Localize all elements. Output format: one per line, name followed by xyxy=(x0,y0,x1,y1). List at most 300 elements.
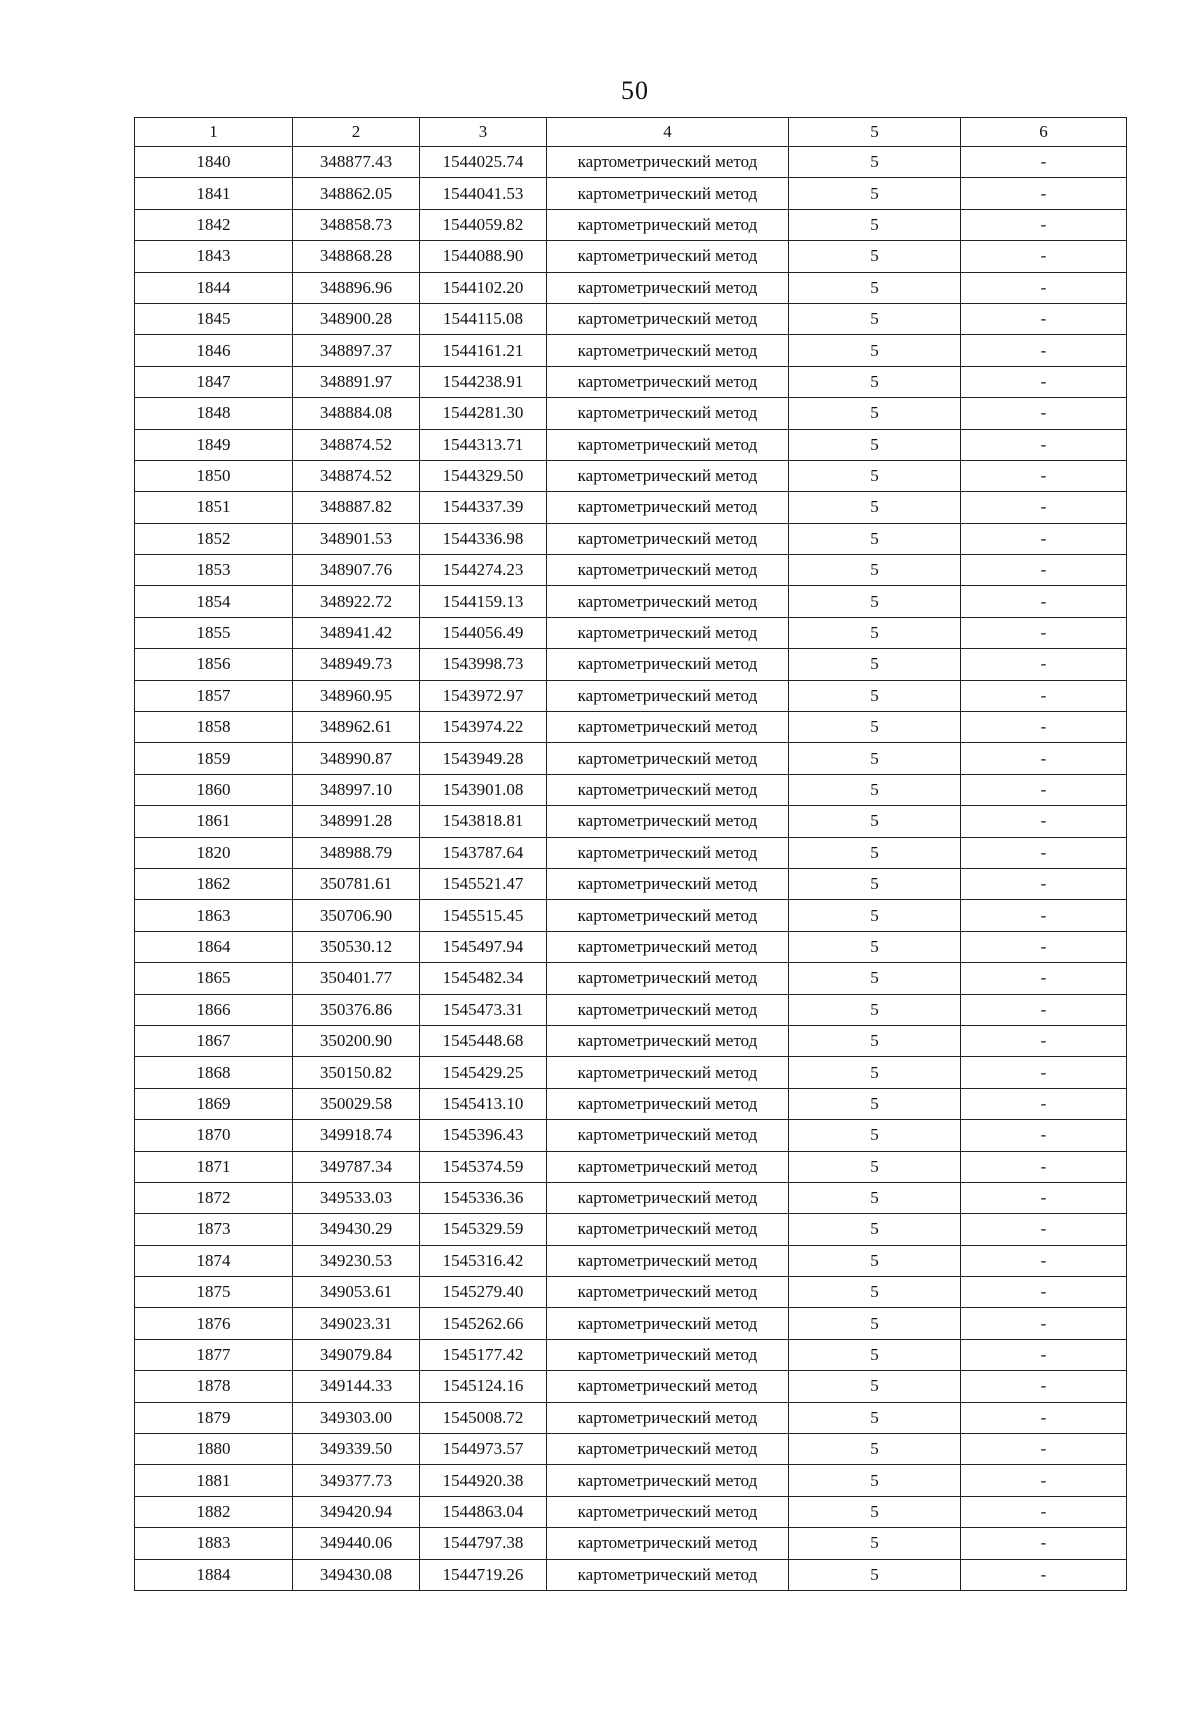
table-row xyxy=(135,617,1127,648)
cell-x-coordinate: 350706.90 xyxy=(293,900,420,931)
cell-x-coordinate: 348877.43 xyxy=(293,147,420,178)
cell-method: картометрический метод xyxy=(547,1339,789,1370)
cell-point-number: 1880 xyxy=(135,1434,293,1465)
cell-note: - xyxy=(961,1182,1127,1213)
cell-method: картометрический метод xyxy=(547,1434,789,1465)
cell-point-number: 1873 xyxy=(135,1214,293,1245)
cell-x-coordinate: 348896.96 xyxy=(293,272,420,303)
cell-accuracy: 5 xyxy=(789,492,961,523)
cell-x-coordinate: 349053.61 xyxy=(293,1277,420,1308)
cell-accuracy: 5 xyxy=(789,555,961,586)
cell-note: - xyxy=(961,806,1127,837)
cell-method: картометрический метод xyxy=(547,868,789,899)
cell-note: - xyxy=(961,649,1127,680)
cell-x-coordinate: 348897.37 xyxy=(293,335,420,366)
cell-x-coordinate: 349430.08 xyxy=(293,1559,420,1590)
cell-method: картометрический метод xyxy=(547,1277,789,1308)
cell-accuracy: 5 xyxy=(789,1465,961,1496)
cell-method: картометрический метод xyxy=(547,460,789,491)
cell-note: - xyxy=(961,1214,1127,1245)
cell-point-number: 1861 xyxy=(135,806,293,837)
table-row xyxy=(135,303,1127,334)
cell-accuracy: 5 xyxy=(789,1402,961,1433)
cell-method: картометрический метод xyxy=(547,1182,789,1213)
cell-y-coordinate: 1544719.26 xyxy=(420,1559,547,1590)
table-row xyxy=(135,649,1127,680)
cell-x-coordinate: 350200.90 xyxy=(293,1025,420,1056)
cell-point-number: 1867 xyxy=(135,1025,293,1056)
cell-method: картометрический метод xyxy=(547,335,789,366)
cell-method: картометрический метод xyxy=(547,1496,789,1527)
cell-point-number: 1882 xyxy=(135,1496,293,1527)
table-row xyxy=(135,1308,1127,1339)
cell-note: - xyxy=(961,1277,1127,1308)
cell-x-coordinate: 349440.06 xyxy=(293,1528,420,1559)
cell-note: - xyxy=(961,680,1127,711)
cell-accuracy: 5 xyxy=(789,806,961,837)
cell-accuracy: 5 xyxy=(789,1182,961,1213)
cell-y-coordinate: 1545497.94 xyxy=(420,931,547,962)
coordinates-table xyxy=(134,117,1127,1591)
cell-x-coordinate: 350401.77 xyxy=(293,963,420,994)
cell-point-number: 1850 xyxy=(135,460,293,491)
cell-note: - xyxy=(961,241,1127,272)
cell-point-number: 1844 xyxy=(135,272,293,303)
cell-note: - xyxy=(961,774,1127,805)
table-row xyxy=(135,1088,1127,1119)
cell-accuracy: 5 xyxy=(789,1088,961,1119)
column-header-2: 2 xyxy=(293,118,420,147)
cell-point-number: 1868 xyxy=(135,1057,293,1088)
cell-x-coordinate: 349303.00 xyxy=(293,1402,420,1433)
table-row xyxy=(135,1339,1127,1370)
page-number: 50 xyxy=(621,76,649,105)
cell-y-coordinate: 1544973.57 xyxy=(420,1434,547,1465)
cell-point-number: 1875 xyxy=(135,1277,293,1308)
cell-note: - xyxy=(961,837,1127,868)
cell-point-number: 1852 xyxy=(135,523,293,554)
cell-x-coordinate: 348907.76 xyxy=(293,555,420,586)
cell-y-coordinate: 1544088.90 xyxy=(420,241,547,272)
table-row xyxy=(135,1434,1127,1465)
cell-accuracy: 5 xyxy=(789,1245,961,1276)
cell-point-number: 1851 xyxy=(135,492,293,523)
cell-point-number: 1847 xyxy=(135,366,293,397)
cell-accuracy: 5 xyxy=(789,1214,961,1245)
cell-note: - xyxy=(961,147,1127,178)
cell-point-number: 1869 xyxy=(135,1088,293,1119)
cell-point-number: 1871 xyxy=(135,1151,293,1182)
cell-accuracy: 5 xyxy=(789,1559,961,1590)
cell-x-coordinate: 348997.10 xyxy=(293,774,420,805)
cell-point-number: 1884 xyxy=(135,1559,293,1590)
cell-x-coordinate: 349230.53 xyxy=(293,1245,420,1276)
cell-accuracy: 5 xyxy=(789,272,961,303)
cell-note: - xyxy=(961,743,1127,774)
cell-y-coordinate: 1545521.47 xyxy=(420,868,547,899)
cell-note: - xyxy=(961,272,1127,303)
cell-accuracy: 5 xyxy=(789,617,961,648)
cell-accuracy: 5 xyxy=(789,366,961,397)
cell-y-coordinate: 1544920.38 xyxy=(420,1465,547,1496)
cell-point-number: 1857 xyxy=(135,680,293,711)
table-row xyxy=(135,523,1127,554)
cell-x-coordinate: 348868.28 xyxy=(293,241,420,272)
cell-accuracy: 5 xyxy=(789,586,961,617)
cell-point-number: 1849 xyxy=(135,429,293,460)
cell-point-number: 1862 xyxy=(135,868,293,899)
cell-note: - xyxy=(961,523,1127,554)
cell-point-number: 1845 xyxy=(135,303,293,334)
cell-accuracy: 5 xyxy=(789,1339,961,1370)
cell-point-number: 1876 xyxy=(135,1308,293,1339)
cell-x-coordinate: 349377.73 xyxy=(293,1465,420,1496)
cell-x-coordinate: 348988.79 xyxy=(293,837,420,868)
cell-y-coordinate: 1544025.74 xyxy=(420,147,547,178)
cell-accuracy: 5 xyxy=(789,241,961,272)
cell-x-coordinate: 349023.31 xyxy=(293,1308,420,1339)
cell-method: картометрический метод xyxy=(547,555,789,586)
table-row xyxy=(135,712,1127,743)
cell-accuracy: 5 xyxy=(789,460,961,491)
cell-point-number: 1864 xyxy=(135,931,293,962)
cell-x-coordinate: 348862.05 xyxy=(293,178,420,209)
cell-point-number: 1858 xyxy=(135,712,293,743)
cell-note: - xyxy=(961,586,1127,617)
cell-point-number: 1841 xyxy=(135,178,293,209)
cell-method: картометрический метод xyxy=(547,649,789,680)
table-row xyxy=(135,1057,1127,1088)
cell-accuracy: 5 xyxy=(789,712,961,743)
cell-point-number: 1874 xyxy=(135,1245,293,1276)
cell-y-coordinate: 1544337.39 xyxy=(420,492,547,523)
cell-y-coordinate: 1544159.13 xyxy=(420,586,547,617)
cell-point-number: 1848 xyxy=(135,398,293,429)
cell-y-coordinate: 1543972.97 xyxy=(420,680,547,711)
cell-method: картометрический метод xyxy=(547,1371,789,1402)
cell-point-number: 1866 xyxy=(135,994,293,1025)
cell-note: - xyxy=(961,1434,1127,1465)
cell-x-coordinate: 349420.94 xyxy=(293,1496,420,1527)
cell-y-coordinate: 1545482.34 xyxy=(420,963,547,994)
cell-point-number: 1883 xyxy=(135,1528,293,1559)
cell-point-number: 1820 xyxy=(135,837,293,868)
cell-note: - xyxy=(961,366,1127,397)
cell-y-coordinate: 1544056.49 xyxy=(420,617,547,648)
table-row xyxy=(135,1120,1127,1151)
cell-x-coordinate: 348887.82 xyxy=(293,492,420,523)
cell-method: картометрический метод xyxy=(547,1308,789,1339)
cell-point-number: 1856 xyxy=(135,649,293,680)
cell-accuracy: 5 xyxy=(789,837,961,868)
cell-y-coordinate: 1544161.21 xyxy=(420,335,547,366)
table-row xyxy=(135,178,1127,209)
cell-y-coordinate: 1545429.25 xyxy=(420,1057,547,1088)
cell-method: картометрический метод xyxy=(547,492,789,523)
cell-accuracy: 5 xyxy=(789,743,961,774)
table-row xyxy=(135,1402,1127,1433)
cell-y-coordinate: 1544238.91 xyxy=(420,366,547,397)
cell-y-coordinate: 1544274.23 xyxy=(420,555,547,586)
cell-method: картометрический метод xyxy=(547,900,789,931)
cell-accuracy: 5 xyxy=(789,774,961,805)
cell-y-coordinate: 1543998.73 xyxy=(420,649,547,680)
cell-note: - xyxy=(961,963,1127,994)
cell-note: - xyxy=(961,1371,1127,1402)
table-row xyxy=(135,272,1127,303)
table-row xyxy=(135,398,1127,429)
cell-note: - xyxy=(961,429,1127,460)
cell-accuracy: 5 xyxy=(789,1151,961,1182)
table-row xyxy=(135,1245,1127,1276)
cell-y-coordinate: 1545396.43 xyxy=(420,1120,547,1151)
cell-x-coordinate: 350150.82 xyxy=(293,1057,420,1088)
cell-y-coordinate: 1545329.59 xyxy=(420,1214,547,1245)
cell-x-coordinate: 349787.34 xyxy=(293,1151,420,1182)
table-row xyxy=(135,147,1127,178)
cell-accuracy: 5 xyxy=(789,1528,961,1559)
cell-x-coordinate: 348891.97 xyxy=(293,366,420,397)
cell-accuracy: 5 xyxy=(789,429,961,460)
cell-note: - xyxy=(961,1151,1127,1182)
cell-note: - xyxy=(961,1245,1127,1276)
table-row xyxy=(135,492,1127,523)
cell-x-coordinate: 350029.58 xyxy=(293,1088,420,1119)
table-row xyxy=(135,1277,1127,1308)
cell-y-coordinate: 1545177.42 xyxy=(420,1339,547,1370)
cell-accuracy: 5 xyxy=(789,1371,961,1402)
table-row xyxy=(135,209,1127,240)
cell-note: - xyxy=(961,460,1127,491)
cell-y-coordinate: 1545374.59 xyxy=(420,1151,547,1182)
cell-y-coordinate: 1545515.45 xyxy=(420,900,547,931)
cell-note: - xyxy=(961,900,1127,931)
cell-method: картометрический метод xyxy=(547,774,789,805)
cell-y-coordinate: 1544059.82 xyxy=(420,209,547,240)
table-row xyxy=(135,837,1127,868)
cell-y-coordinate: 1545448.68 xyxy=(420,1025,547,1056)
cell-accuracy: 5 xyxy=(789,209,961,240)
cell-point-number: 1879 xyxy=(135,1402,293,1433)
cell-accuracy: 5 xyxy=(789,398,961,429)
cell-note: - xyxy=(961,1088,1127,1119)
cell-accuracy: 5 xyxy=(789,963,961,994)
cell-note: - xyxy=(961,868,1127,899)
cell-method: картометрический метод xyxy=(547,1465,789,1496)
cell-note: - xyxy=(961,1496,1127,1527)
cell-method: картометрический метод xyxy=(547,1245,789,1276)
cell-accuracy: 5 xyxy=(789,303,961,334)
cell-x-coordinate: 348901.53 xyxy=(293,523,420,554)
cell-method: картометрический метод xyxy=(547,241,789,272)
cell-point-number: 1860 xyxy=(135,774,293,805)
cell-note: - xyxy=(961,1120,1127,1151)
cell-note: - xyxy=(961,1025,1127,1056)
cell-point-number: 1855 xyxy=(135,617,293,648)
cell-point-number: 1842 xyxy=(135,209,293,240)
table-header-row xyxy=(135,118,1127,147)
cell-method: картометрический метод xyxy=(547,1120,789,1151)
table-row xyxy=(135,1214,1127,1245)
cell-x-coordinate: 348949.73 xyxy=(293,649,420,680)
table-row xyxy=(135,1496,1127,1527)
cell-method: картометрический метод xyxy=(547,994,789,1025)
cell-method: картометрический метод xyxy=(547,178,789,209)
cell-x-coordinate: 349339.50 xyxy=(293,1434,420,1465)
column-header-3: 3 xyxy=(420,118,547,147)
cell-y-coordinate: 1544041.53 xyxy=(420,178,547,209)
cell-note: - xyxy=(961,1339,1127,1370)
cell-accuracy: 5 xyxy=(789,1308,961,1339)
cell-y-coordinate: 1545413.10 xyxy=(420,1088,547,1119)
cell-method: картометрический метод xyxy=(547,1151,789,1182)
cell-y-coordinate: 1544102.20 xyxy=(420,272,547,303)
cell-point-number: 1853 xyxy=(135,555,293,586)
cell-x-coordinate: 348922.72 xyxy=(293,586,420,617)
cell-note: - xyxy=(961,1559,1127,1590)
cell-y-coordinate: 1544863.04 xyxy=(420,1496,547,1527)
cell-x-coordinate: 348941.42 xyxy=(293,617,420,648)
cell-method: картометрический метод xyxy=(547,931,789,962)
cell-point-number: 1854 xyxy=(135,586,293,617)
cell-x-coordinate: 348874.52 xyxy=(293,460,420,491)
cell-method: картометрический метод xyxy=(547,712,789,743)
cell-y-coordinate: 1544281.30 xyxy=(420,398,547,429)
cell-accuracy: 5 xyxy=(789,147,961,178)
table-row xyxy=(135,1182,1127,1213)
table-row xyxy=(135,1528,1127,1559)
cell-note: - xyxy=(961,1057,1127,1088)
cell-y-coordinate: 1545262.66 xyxy=(420,1308,547,1339)
cell-point-number: 1872 xyxy=(135,1182,293,1213)
cell-y-coordinate: 1543818.81 xyxy=(420,806,547,837)
cell-x-coordinate: 348900.28 xyxy=(293,303,420,334)
cell-note: - xyxy=(961,555,1127,586)
table-row xyxy=(135,335,1127,366)
cell-method: картометрический метод xyxy=(547,209,789,240)
table-row xyxy=(135,806,1127,837)
cell-accuracy: 5 xyxy=(789,1434,961,1465)
cell-point-number: 1863 xyxy=(135,900,293,931)
cell-accuracy: 5 xyxy=(789,868,961,899)
cell-method: картометрический метод xyxy=(547,1528,789,1559)
cell-method: картометрический метод xyxy=(547,366,789,397)
cell-x-coordinate: 348991.28 xyxy=(293,806,420,837)
cell-accuracy: 5 xyxy=(789,1120,961,1151)
table-row xyxy=(135,743,1127,774)
column-header-5: 5 xyxy=(789,118,961,147)
cell-method: картометрический метод xyxy=(547,398,789,429)
cell-point-number: 1859 xyxy=(135,743,293,774)
cell-note: - xyxy=(961,1308,1127,1339)
cell-y-coordinate: 1544115.08 xyxy=(420,303,547,334)
cell-x-coordinate: 348858.73 xyxy=(293,209,420,240)
cell-y-coordinate: 1544797.38 xyxy=(420,1528,547,1559)
cell-point-number: 1843 xyxy=(135,241,293,272)
cell-method: картометрический метод xyxy=(547,1057,789,1088)
cell-note: - xyxy=(961,335,1127,366)
cell-x-coordinate: 350781.61 xyxy=(293,868,420,899)
table-row xyxy=(135,994,1127,1025)
cell-x-coordinate: 350376.86 xyxy=(293,994,420,1025)
cell-method: картометрический метод xyxy=(547,303,789,334)
cell-y-coordinate: 1545008.72 xyxy=(420,1402,547,1433)
cell-method: картометрический метод xyxy=(547,743,789,774)
cell-accuracy: 5 xyxy=(789,1277,961,1308)
cell-x-coordinate: 349144.33 xyxy=(293,1371,420,1402)
cell-note: - xyxy=(961,178,1127,209)
cell-note: - xyxy=(961,1402,1127,1433)
cell-note: - xyxy=(961,303,1127,334)
table-row xyxy=(135,1025,1127,1056)
cell-point-number: 1881 xyxy=(135,1465,293,1496)
cell-method: картометрический метод xyxy=(547,1025,789,1056)
cell-y-coordinate: 1543974.22 xyxy=(420,712,547,743)
cell-method: картометрический метод xyxy=(547,1402,789,1433)
cell-method: картометрический метод xyxy=(547,680,789,711)
cell-method: картометрический метод xyxy=(547,1088,789,1119)
cell-x-coordinate: 349918.74 xyxy=(293,1120,420,1151)
cell-note: - xyxy=(961,617,1127,648)
table-row xyxy=(135,1151,1127,1182)
cell-y-coordinate: 1544313.71 xyxy=(420,429,547,460)
cell-point-number: 1840 xyxy=(135,147,293,178)
cell-method: картометрический метод xyxy=(547,1559,789,1590)
cell-method: картометрический метод xyxy=(547,617,789,648)
table-row xyxy=(135,555,1127,586)
cell-x-coordinate: 348960.95 xyxy=(293,680,420,711)
cell-note: - xyxy=(961,931,1127,962)
table-row xyxy=(135,774,1127,805)
cell-y-coordinate: 1545279.40 xyxy=(420,1277,547,1308)
cell-point-number: 1870 xyxy=(135,1120,293,1151)
cell-note: - xyxy=(961,492,1127,523)
cell-point-number: 1846 xyxy=(135,335,293,366)
cell-accuracy: 5 xyxy=(789,523,961,554)
cell-y-coordinate: 1543949.28 xyxy=(420,743,547,774)
cell-note: - xyxy=(961,398,1127,429)
cell-x-coordinate: 348884.08 xyxy=(293,398,420,429)
table-row xyxy=(135,931,1127,962)
cell-x-coordinate: 349079.84 xyxy=(293,1339,420,1370)
column-header-6: 6 xyxy=(961,118,1127,147)
cell-y-coordinate: 1545316.42 xyxy=(420,1245,547,1276)
table-row xyxy=(135,429,1127,460)
table-row xyxy=(135,868,1127,899)
cell-x-coordinate: 350530.12 xyxy=(293,931,420,962)
cell-note: - xyxy=(961,712,1127,743)
table-row xyxy=(135,900,1127,931)
column-header-4: 4 xyxy=(547,118,789,147)
cell-y-coordinate: 1545336.36 xyxy=(420,1182,547,1213)
cell-y-coordinate: 1544329.50 xyxy=(420,460,547,491)
table-row xyxy=(135,963,1127,994)
cell-y-coordinate: 1543901.08 xyxy=(420,774,547,805)
cell-note: - xyxy=(961,1528,1127,1559)
cell-accuracy: 5 xyxy=(789,900,961,931)
table-body xyxy=(135,147,1127,1591)
cell-y-coordinate: 1545473.31 xyxy=(420,994,547,1025)
cell-x-coordinate: 348962.61 xyxy=(293,712,420,743)
cell-method: картометрический метод xyxy=(547,806,789,837)
cell-method: картометрический метод xyxy=(547,586,789,617)
cell-x-coordinate: 349533.03 xyxy=(293,1182,420,1213)
table-row xyxy=(135,680,1127,711)
cell-method: картометрический метод xyxy=(547,837,789,868)
cell-note: - xyxy=(961,994,1127,1025)
cell-y-coordinate: 1544336.98 xyxy=(420,523,547,554)
cell-point-number: 1865 xyxy=(135,963,293,994)
